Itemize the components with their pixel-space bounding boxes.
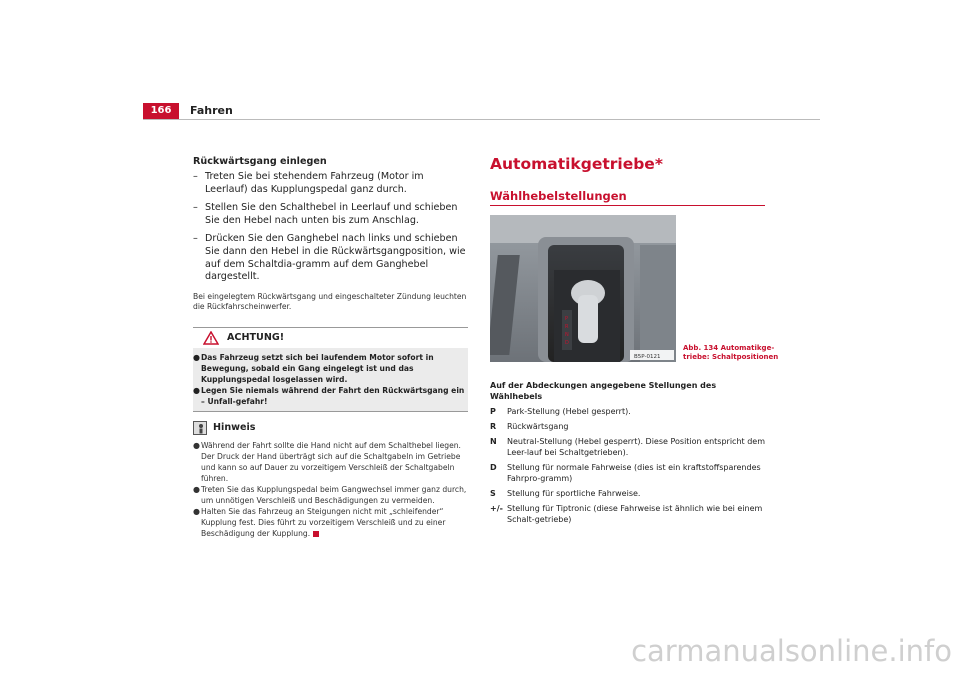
selector-positions-list — [490, 380, 765, 529]
figure-caption: Abb. 134 Automatikge- triebe: Schaltpositionen — [683, 344, 779, 361]
warning-icon — [203, 331, 219, 345]
hinweis-item: ● Halten Sie das Fahrzeug an Steigungen nicht mit „schleifender“ Kupplung fest. Dies führt zu vorzeitigem Verschleiß und zu einer Beschädigung der Kupplung. — [193, 506, 446, 538]
svg-text:P: P — [565, 316, 569, 322]
header-rule — [143, 119, 820, 120]
step-item: – Treten Sie bei stehendem Fahrzeug (Motor im Leerlauf) das Kupplungspedal ganz durch. — [193, 171, 424, 195]
list-item: S Stellung für sportliche Fahrweise. — [490, 489, 641, 498]
hinweis-item: ● Während der Fahrt sollte die Hand nicht auf dem Schalthebel liegen. Der Druck der Hand überträgt sich auf die Schaltgabeln im Getriebe und kann so auf Dauer zu vorzeitigem Verschleiß der Schaltgabeln führen. — [193, 440, 461, 483]
list-item: +/- Stellung für Tiptronic (diese Fahrweise ist ähnlich wie bei einem Schalt-getriebe) — [490, 504, 763, 524]
list-title: Auf der Abdeckungen angegebene Stellungen des Wählhebels — [490, 381, 717, 401]
subsection-heading: Wählhebelstellungen — [490, 189, 765, 206]
end-mark-icon — [313, 531, 319, 537]
gear-selector-photo — [490, 215, 676, 362]
list-item: R Rückwärtsgang — [490, 422, 569, 431]
hinweis-title: Hinweis — [193, 420, 468, 436]
section-heading: Automatikgetriebe* — [490, 155, 663, 173]
warning-title: ACHTUNG! — [193, 328, 468, 348]
hinweis-item: ● Treten Sie das Kupplungspedal beim Gangwechsel immer ganz durch, um unnötigen Verschleiß und Beschädigungen zu vermeiden. — [193, 484, 467, 505]
warning-body — [193, 348, 468, 411]
svg-text:N: N — [565, 332, 569, 338]
right-column — [490, 155, 765, 214]
warning-item: ● Legen Sie niemals während der Fahrt den Rückwärtsgang ein – Unfall-gefahr! — [193, 385, 465, 406]
hinweis-body — [193, 440, 468, 539]
step-item: – Stellen Sie den Schalthebel in Leerlauf und schieben Sie den Hebel nach unten bis zum Anschlag. — [193, 202, 458, 226]
info-icon — [193, 421, 207, 435]
svg-text:D: D — [565, 340, 569, 346]
warning-box — [193, 327, 468, 412]
svg-text:R: R — [565, 324, 569, 330]
left-column — [193, 155, 468, 539]
watermark: carmanualsonline.info — [631, 634, 952, 668]
step-item: – Drücken Sie den Ganghebel nach links und schieben Sie dann den Hebel in die Rückwärtsgangposition, wie auf dem Schaltdia-gramm auf dem Ganghebel dargestellt. — [193, 233, 466, 283]
list-item: P Park-Stellung (Hebel gesperrt). — [490, 407, 631, 416]
warning-item: ● Das Fahrzeug setzt sich bei laufendem Motor sofort in Bewegung, sobald ein Gang eingelegt ist und das Kupplungspedal losgelassen wird. — [193, 352, 434, 384]
note-text: Bei eingelegtem Rückwärtsgang und eingeschalteter Zündung leuchten die Rückfahrscheinwerfer. — [193, 291, 467, 312]
list-item: D Stellung für normale Fahrweise (dies ist ein kraftstoffsparendes Fahrpro-gramm) — [490, 463, 761, 483]
figure-code: B5P-0121 — [634, 354, 661, 360]
list-item: N Neutral-Stellung (Hebel gesperrt). Diese Position entspricht dem Leer-lauf bei Schaltgetrieben). — [490, 437, 765, 457]
section-title: Rückwärtsgang einlegen — [193, 156, 327, 167]
page-number: 166 — [143, 103, 179, 119]
chapter-title: Fahren — [190, 104, 233, 117]
